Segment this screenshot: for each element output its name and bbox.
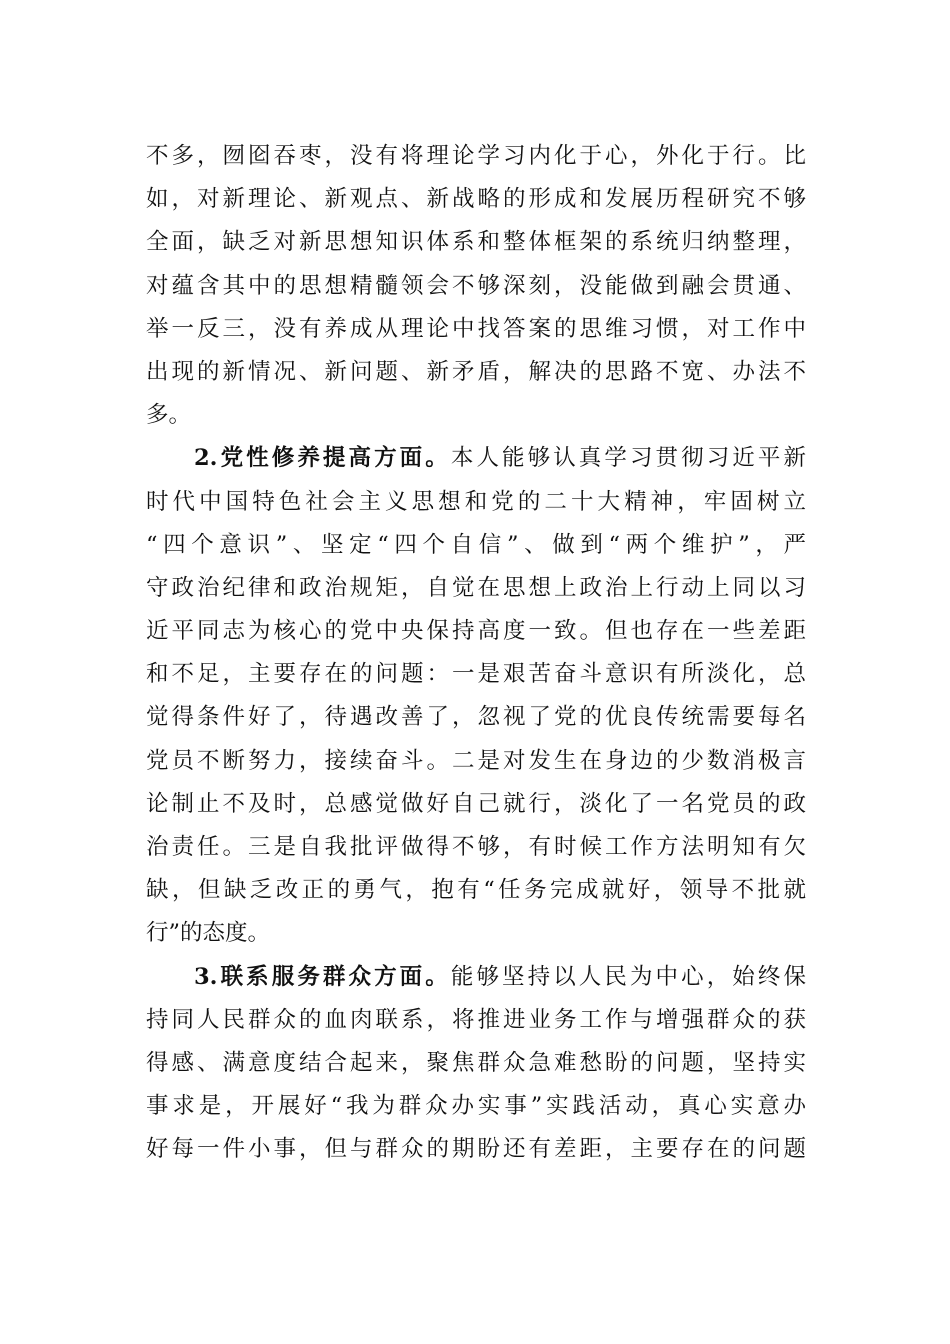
section-heading: 3.联系服务群众方面。 xyxy=(194,963,451,990)
text-line xyxy=(146,956,806,999)
line-text: 治责任。三是自我批评做得不够，有时候工作方法明知有欠 xyxy=(146,834,806,860)
line-text: 觉得条件好了，待遇改善了，忽视了党的优良传统需要每名 xyxy=(146,704,806,731)
text-line xyxy=(146,178,806,221)
line-text: 对蕴含其中的思想精髓领会不够深刻，没能做到融会贯通、 xyxy=(146,272,806,299)
text-line xyxy=(146,783,806,826)
text-line xyxy=(146,610,806,653)
line-text: 持同人民群众的血肉联系，将推进业务工作与增强群众的获 xyxy=(146,1006,806,1033)
paragraph xyxy=(146,135,806,437)
text-line xyxy=(146,1085,806,1128)
text-line xyxy=(146,869,806,912)
text-line xyxy=(146,999,806,1042)
text-line xyxy=(146,524,806,567)
line-text: 时代中国特色社会主义思想和党的二十大精神，牢固树立 xyxy=(146,488,806,515)
line-text: 近平同志为核心的党中央保持高度一致。但也存在一些差距 xyxy=(146,618,806,645)
text-line xyxy=(146,1128,806,1171)
line-text: “四个意识”、坚定“四个自信”、做到“两个维护”，严 xyxy=(146,531,806,558)
line-text: 守政治纪律和政治规矩，自觉在思想上政治上行动上同以习 xyxy=(146,574,806,601)
line-text: 能够坚持以人民为中心，始终保 xyxy=(450,963,806,990)
line-text: 多。 xyxy=(146,402,192,429)
text-line xyxy=(146,826,806,869)
text-line xyxy=(146,567,806,610)
text-line xyxy=(146,135,806,178)
line-text: 不多，囫囵吞枣，没有将理论学习内化于心，外化于行。比 xyxy=(146,143,806,169)
text-line xyxy=(146,740,806,783)
line-text: 出现的新情况、新问题、新矛盾，解决的思路不宽、办法不 xyxy=(146,358,806,385)
line-text: 好每一件小事，但与群众的期盼还有差距，主要存在的问题 xyxy=(146,1136,806,1163)
text-line xyxy=(146,308,806,351)
text-line xyxy=(146,696,806,739)
text-line xyxy=(146,912,806,955)
text-line xyxy=(146,351,806,394)
text-line xyxy=(146,394,806,437)
line-text: 得感、满意度结合起来，聚焦群众急难愁盼的问题，坚持实 xyxy=(146,1049,806,1076)
line-text: 如，对新理论、新观点、新战略的形成和发展历程研究不够 xyxy=(146,186,806,213)
section-heading: 2.党性修养提高方面。 xyxy=(194,445,451,472)
text-line xyxy=(146,1042,806,1085)
line-text: 和不足，主要存在的问题：一是艰苦奋斗意识有所淡化，总 xyxy=(146,661,806,688)
paragraph xyxy=(146,956,806,1172)
text-line xyxy=(146,481,806,524)
text-line xyxy=(146,265,806,308)
line-text: 行”的态度。 xyxy=(146,920,271,947)
paragraph xyxy=(146,437,806,955)
text-line xyxy=(146,221,806,264)
line-text: 党员不断努力，接续奋斗。二是对发生在身边的少数消极言 xyxy=(146,747,806,774)
line-text: 举一反三，没有养成从理论中找答案的思维习惯，对工作中 xyxy=(146,315,806,342)
document-body xyxy=(146,135,806,1172)
line-text: 本人能够认真学习贯彻习近平新 xyxy=(450,445,806,472)
text-line xyxy=(146,437,806,480)
line-text: 全面，缺乏对新思想知识体系和整体框架的系统归纳整理， xyxy=(146,229,806,256)
line-text: 事求是，开展好“我为群众办实事”实践活动，真心实意办 xyxy=(146,1093,806,1120)
text-line xyxy=(146,653,806,696)
line-text: 论制止不及时，总感觉做好自己就行，淡化了一名党员的政 xyxy=(146,790,806,817)
line-text: 缺，但缺乏改正的勇气，抱有“任务完成就好，领导不批就 xyxy=(146,877,806,904)
